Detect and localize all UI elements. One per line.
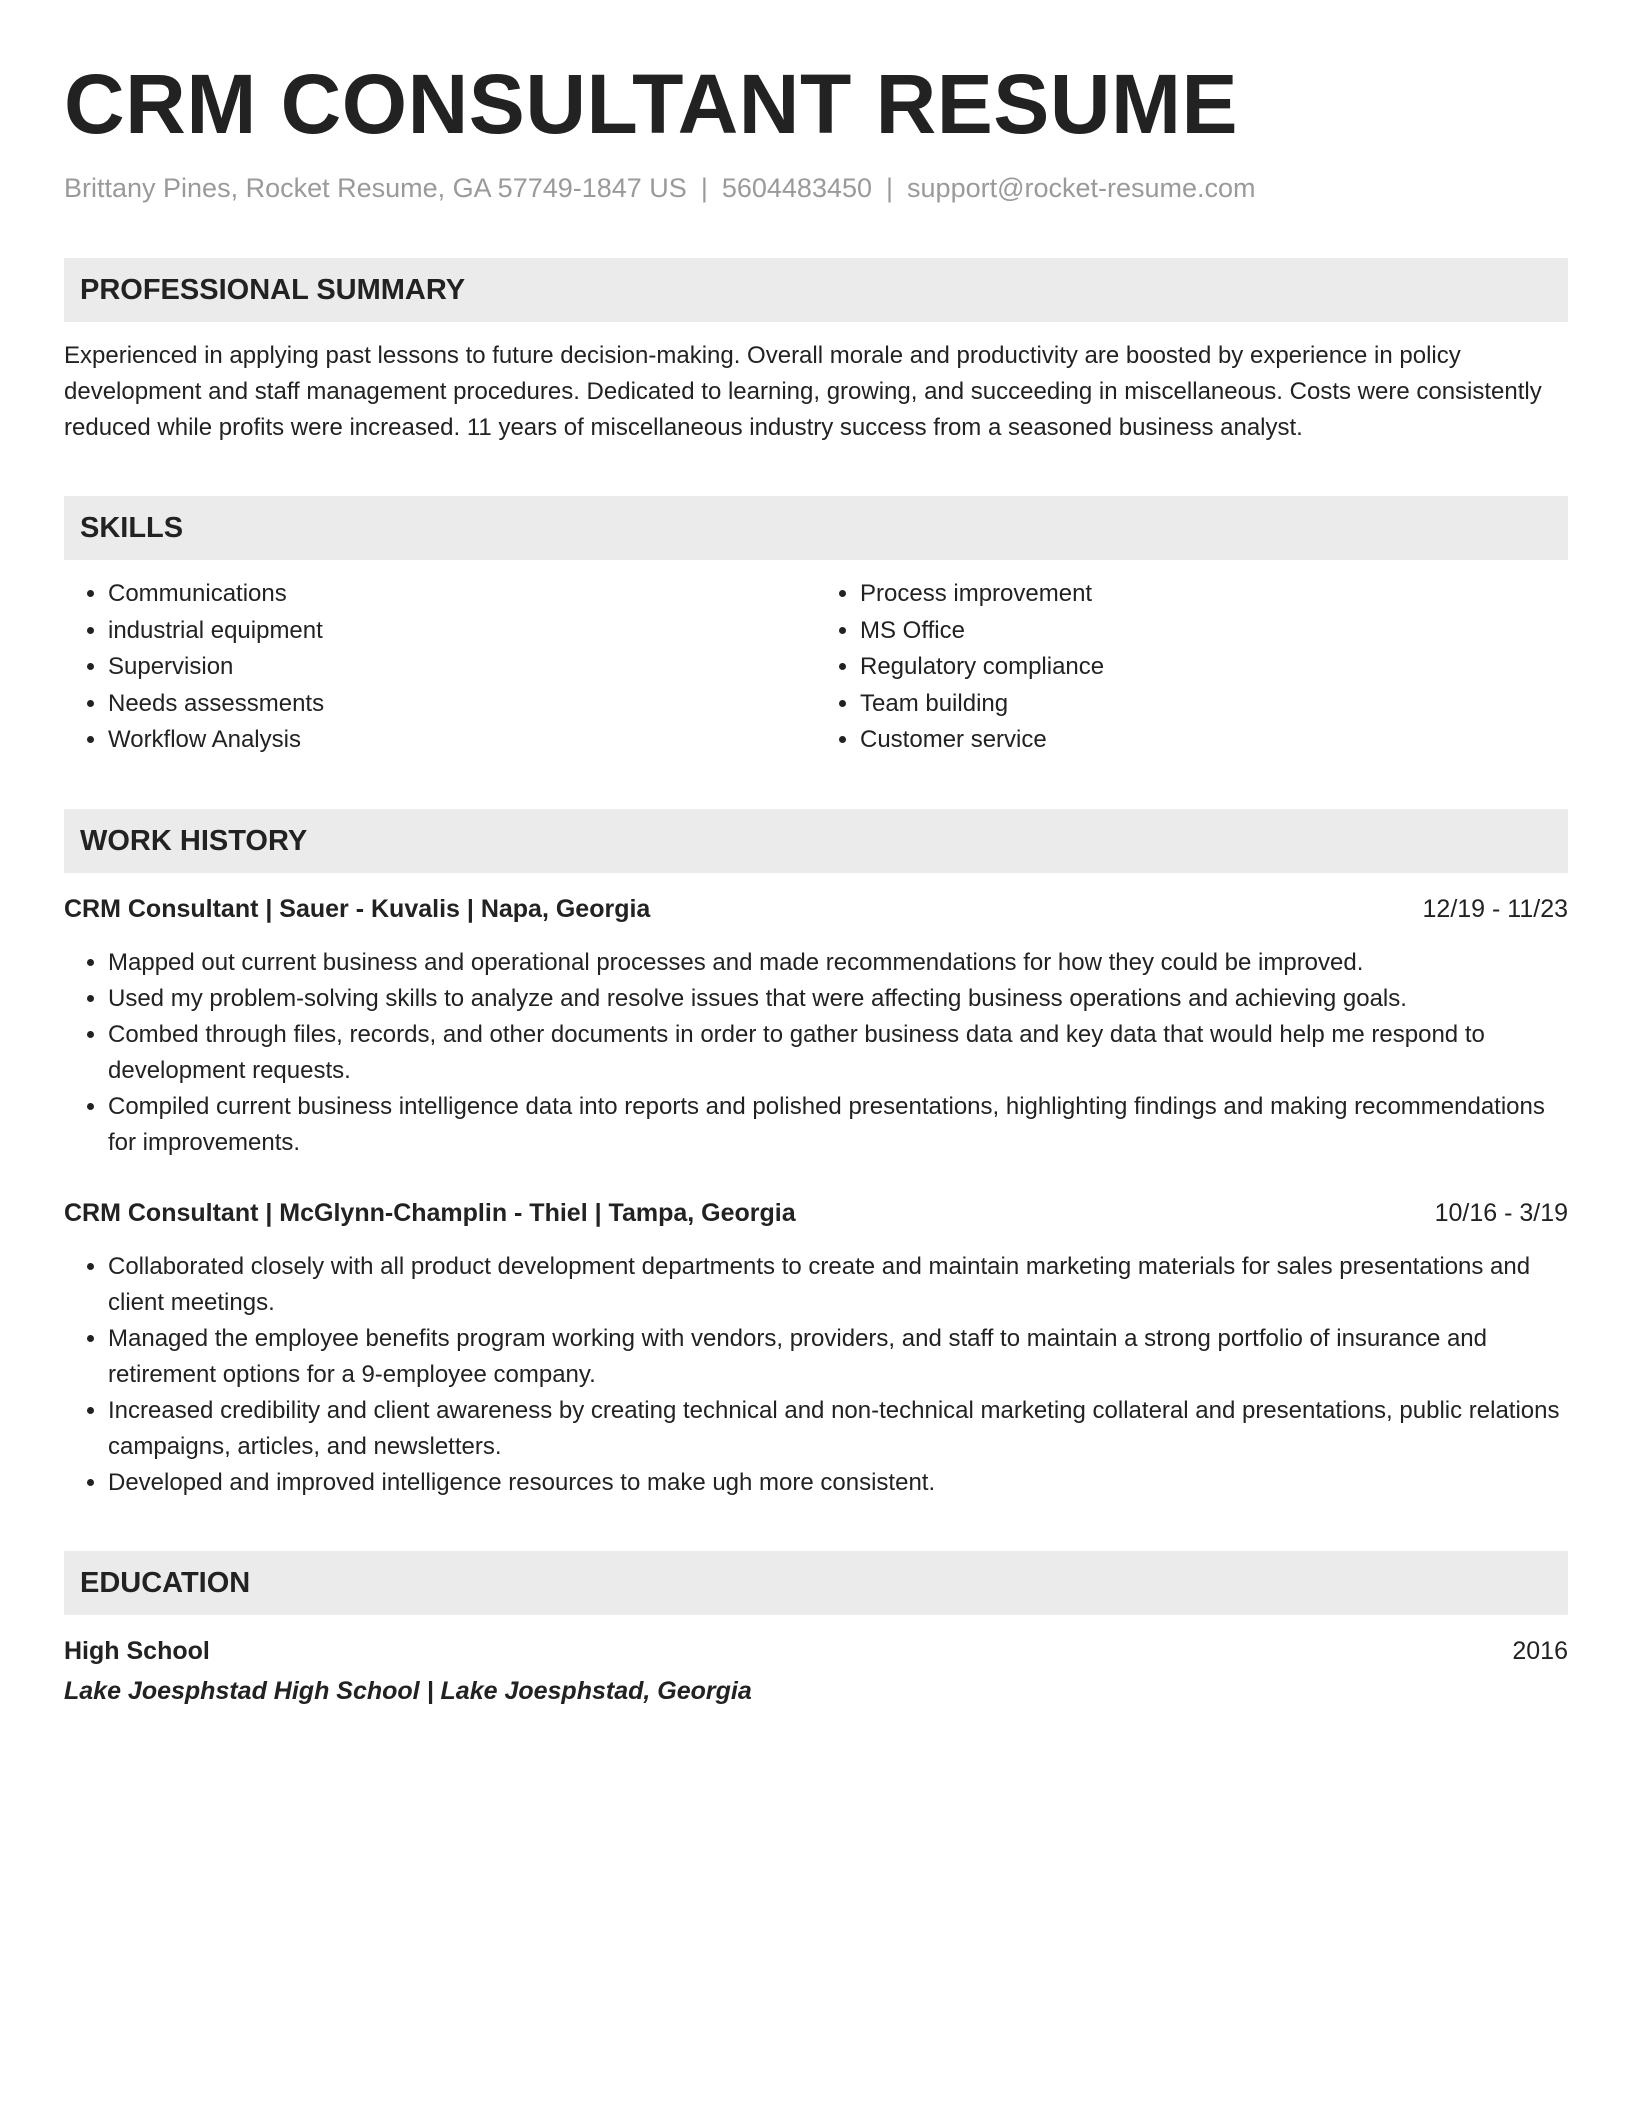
skill-item: • Communications — [108, 576, 816, 613]
job-bullets — [64, 1249, 1568, 1501]
education-header — [64, 1633, 1568, 1669]
job-bullet: • Collaborated closely with all product development departments to create and maintain marketing materials for sales presentations and client meetings. — [108, 1249, 1568, 1321]
job-bullet: • Mapped out current business and operational processes and made recommendations for how they could be improved. — [108, 945, 1568, 981]
resume-title: CRM CONSULTANT RESUME — [64, 57, 1238, 151]
skill-item: • Customer service — [860, 722, 1568, 759]
job-bullet: • Compiled current business intelligence data into reports and polished presentations, highlighting findings and making recommendations for improvements. — [108, 1089, 1568, 1161]
contact-separator: | — [886, 173, 894, 203]
section-heading-skills: SKILLS — [64, 496, 1568, 560]
job-bullet: • Used my problem-solving skills to analyze and resolve issues that were affecting business operations and achieving goals. — [108, 981, 1568, 1017]
contact-address: Brittany Pines, Rocket Resume, GA 57749-1847 US — [64, 173, 687, 203]
job-dates: 10/16 - 3/19 — [1434, 1198, 1568, 1227]
section-heading-work-history: WORK HISTORY — [64, 809, 1568, 873]
job-title: CRM Consultant | McGlynn-Champlin - Thiel | Tampa, Georgia — [64, 1198, 796, 1227]
contact-email: support@rocket-resume.com — [907, 173, 1256, 203]
skill-item: • Supervision — [108, 649, 816, 686]
job-bullet: • Managed the employee benefits program working with vendors, providers, and staff to maintain a strong portfolio of insurance and retirement options for a 9-employee company. — [108, 1321, 1568, 1393]
education-entry — [64, 1633, 1568, 1709]
skill-item: • Workflow Analysis — [108, 722, 816, 759]
skill-item: • industrial equipment — [108, 613, 816, 650]
job-title: CRM Consultant | Sauer - Kuvalis | Napa, Georgia — [64, 894, 651, 923]
contact-phone: 5604483450 — [721, 173, 873, 203]
skills-column-left — [64, 576, 816, 759]
job-bullet: • Developed and improved intelligence resources to make ugh more consistent. — [108, 1465, 1568, 1501]
contact-separator: | — [700, 173, 708, 203]
contact-line — [64, 170, 1568, 206]
job-dates: 12/19 - 11/23 — [1422, 894, 1568, 923]
skill-item: • Regulatory compliance — [860, 649, 1568, 686]
job-bullets — [64, 945, 1568, 1161]
education-year: 2016 — [1512, 1636, 1568, 1665]
skill-item: • Needs assessments — [108, 686, 816, 723]
job-entry — [64, 891, 1568, 1161]
section-heading-education: EDUCATION — [64, 1551, 1568, 1615]
job-entry — [64, 1195, 1568, 1501]
section-heading-summary: PROFESSIONAL SUMMARY — [64, 258, 1568, 322]
education-degree: High School — [64, 1636, 210, 1665]
skill-item: • Team building — [860, 686, 1568, 723]
job-bullet: • Increased credibility and client awareness by creating technical and non-technical marketing collateral and presentations, public relations campaigns, articles, and newsletters. — [108, 1393, 1568, 1465]
skills-list — [64, 576, 1568, 759]
skills-column-right — [816, 576, 1568, 759]
job-bullet: • Combed through files, records, and other documents in order to gather business data and key data that would help me respond to development requests. — [108, 1017, 1568, 1089]
education-school: Lake Joesphstad High School | Lake Joesphstad, Georgia — [64, 1676, 752, 1705]
skill-item: • MS Office — [860, 613, 1568, 650]
skill-item: • Process improvement — [860, 576, 1568, 613]
job-header — [64, 891, 1568, 927]
job-header — [64, 1195, 1568, 1231]
summary-text: Experienced in applying past lessons to future decision-making. Overall morale and productivity are boosted by experience in policy development and staff management procedures. Dedicated to learning, growing, and succeeding in miscellaneous. Costs were consistently reduced while profits were increased. 11 years of miscellaneous industry success from a seasoned business analyst. — [64, 342, 1542, 441]
